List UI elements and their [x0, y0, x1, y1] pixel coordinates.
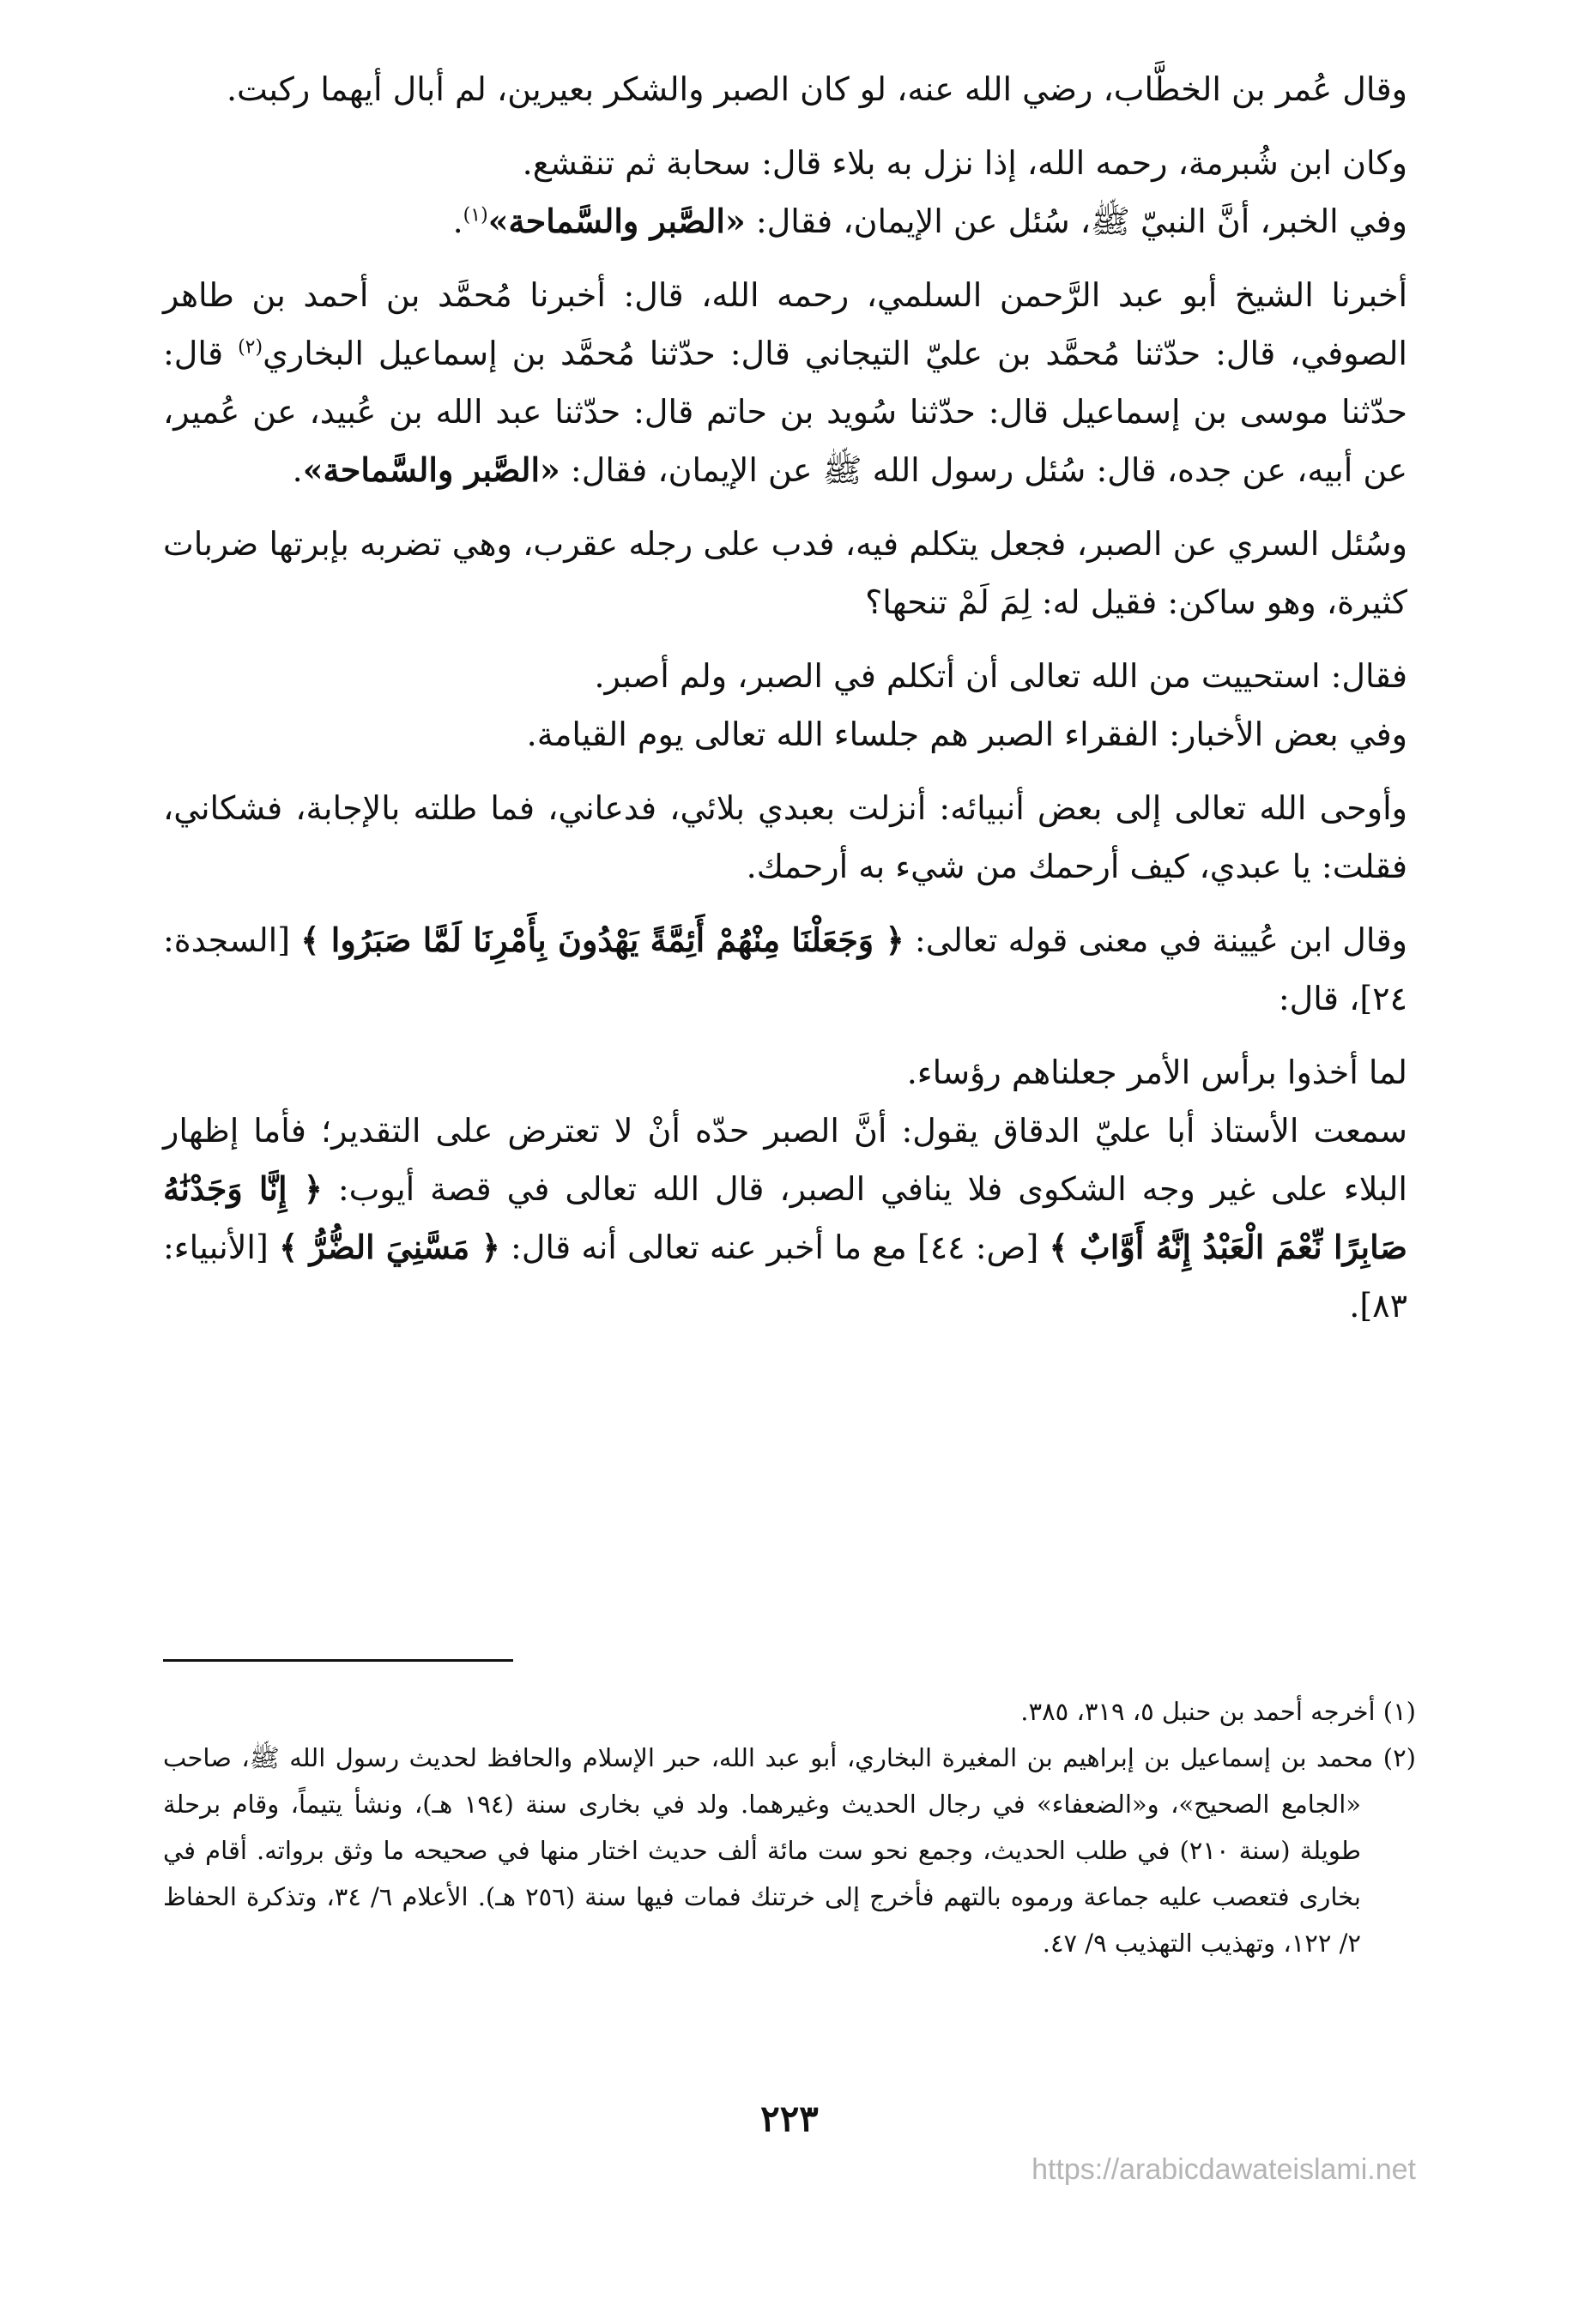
paragraph-fuqara: وفي بعض الأخبار: الفقراء الصبر هم جلساء الله تعالى يوم القيامة.: [526, 715, 1407, 753]
quran-verse-anbiya: ﴿ مَسَّنِيَ الضُّرُّ ﴾: [278, 1228, 500, 1266]
hadith-answer: «الصَّبر والسَّماحة»: [487, 202, 746, 240]
footnote-ref-2: (٢): [238, 336, 263, 359]
watermark-url: https://arabicdawateislami.net: [1031, 2153, 1416, 2186]
isnad-part-1: أخبرنا الشيخ أبو عبد الرَّحمن السلمي، رحمه الله، قال: أخبرنا مُحمَّد بن أحمد بن طاهر الصوفي، قال: حدّثنا مُحمَّد بن عليّ التيجاني قال: حدّثنا مُحمَّد بن إسماعيل البخاري: [163, 276, 1407, 372]
footnote-1: (١) أخرجه أحمد بن حنبل ٥، ٣١٩، ٣٨٥.: [1020, 1697, 1416, 1726]
paragraph-wahy: وأوحى الله تعالى إلى بعض أنبيائه: أنزلت بعبدي بلائي، فدعاني، فما طلته بالإجابة، فشكاني، فقلت: يا عبدي، كيف أرحمك من شيء به أرحمك.: [163, 789, 1407, 885]
paragraph-ibn-shubruma: وكان ابن شُبرمة، رحمه الله، إذا نزل به بلاء قال: سحابة ثم تنقشع.: [522, 144, 1407, 182]
main-text: [163, 60, 1407, 1335]
isnad-part-2: قال: حدّثنا موسى بن إسماعيل قال: حدّثنا سُويد بن حاتم قال: حدّثنا عبد الله بن عُبيد، عن عُمير، عن أبيه، عن جده، قال: سُئل رسول الله ﷺ عن الإيمان، فقال:: [163, 335, 1407, 489]
isnad-answer: «الصَّبر والسَّماحة»: [302, 450, 560, 489]
paragraph-sari-answer: فقال: استحييت من الله تعالى أن أتكلم في الصبر، ولم أصبر.: [594, 657, 1407, 695]
footnote-divider: [163, 1659, 513, 1662]
paragraph-isnad: أخبرنا الشيخ أبو عبد الرَّحمن السلمي، رحمه الله، قال: أخبرنا مُحمَّد بن أحمد بن طاهر الصوفي، قال: حدّثنا مُحمَّد بن عليّ التيجاني قال: حدّثنا مُحمَّد بن إسماعيل البخاري$^{(٢)}$ قال: حدّثنا موسى بن إسماعيل قال: حدّثنا سُويد بن حاتم قال: حدّثنا عبد الله بن عُبيد، عن عُمير، عن أبيه، عن جده، قال: سُئل رسول الله ﷺ عن الإيمان، فقال: «الصَّبر والسَّماحة».: [163, 276, 1407, 489]
sajda-reference: [السجدة: ٢٤]، قال:: [163, 921, 1407, 1017]
footnote-ref-1: (١): [463, 204, 488, 226]
ibn-uyayna-intro: وقال ابن عُيينة في معنى قوله تعالى:: [914, 921, 1407, 959]
anbiya-reference: [الأنبياء: ٨٣].: [163, 1228, 1407, 1325]
paragraph-daqqaq: [163, 1102, 1407, 1335]
paragraph-ibn-uyayna: [163, 911, 1407, 1028]
hadith-prefix: وفي الخبر، أنَّ النبيّ ﷺ، سُئل عن الإيمان، فقال:: [755, 202, 1407, 240]
quran-verse-sad: ﴿ إِنَّا وَجَدْنَٰهُ صَابِرًا نِّعْمَ الْعَبْدُ إِنَّهُ أَوَّابٌ ﴾: [163, 1169, 1407, 1266]
paragraph-sari: وسُئل السري عن الصبر، فجعل يتكلم فيه، فدب على رجله عقرب، وهي تضربه بإبرتها ضربات كثيرة، وهو ساكن: فقيل له: لِمَ لَمْ تنحها؟: [163, 525, 1407, 621]
footnote-2: (٢) محمد بن إسماعيل بن إبراهيم بن المغيرة البخاري، أبو عبد الله، حبر الإسلام والحافظ لحديث رسول الله ﷺ، صاحب «الجامع الصحيح»، و«الضعفاء» في رجال الحديث وغيرهما. ولد في بخارى سنة (١٩٤ هـ)، ونشأ يتيماً، وقام برحلة طويلة (سنة ٢١٠) في طلب الحديث، وجمع نحو ست مائة ألف حديث اختار منها في صحيحه ما وثق برواته. أقام في بخارى فتعصب عليه جماعة ورموه بالتهم فأخرج إلى خرتنك فمات فيها سنة (٢٥٦ هـ). الأعلام ٦/ ٣٤، وتذكرة الحفاظ ٢/ ١٢٢، وتهذيب التهذيب ٩/ ٤٧.: [163, 1743, 1416, 1958]
sad-reference: [ص: ٤٤] مع ما أخبر عنه تعالى أنه قال:: [511, 1228, 1039, 1266]
paragraph-ruasa: لما أخذوا برأس الأمر جعلناهم رؤساء.: [906, 1053, 1407, 1091]
footnotes: [163, 1688, 1416, 1966]
paragraph-umar: وقال عُمر بن الخطَّاب، رضي الله عنه، لو كان الصبر والشكر بعيرين، لم أبال أيهما ركبت.: [226, 70, 1407, 108]
quran-verse-sajda: ﴿ وَجَعَلْنَا مِنْهُمْ أَئِمَّةً يَهْدُونَ بِأَمْرِنَا لَمَّا صَبَرُوا ﴾: [300, 921, 904, 959]
paragraph-hadith-sabr: وفي الخبر، أنَّ النبيّ ﷺ، سُئل عن الإيمان، فقال: «الصَّبر والسَّماحة»$^{(١)}$.: [452, 202, 1407, 240]
page-number: ٢٢٣: [760, 2098, 819, 2140]
daqqaq-text: سمعت الأستاذ أبا عليّ الدقاق يقول: أنَّ الصبر حدّه أنْ لا تعترض على التقدير؛ فأما إظهار البلاء على غير وجه الشكوى فلا ينافي الصبر، قال الله تعالى في قصة أيوب:: [163, 1112, 1407, 1208]
